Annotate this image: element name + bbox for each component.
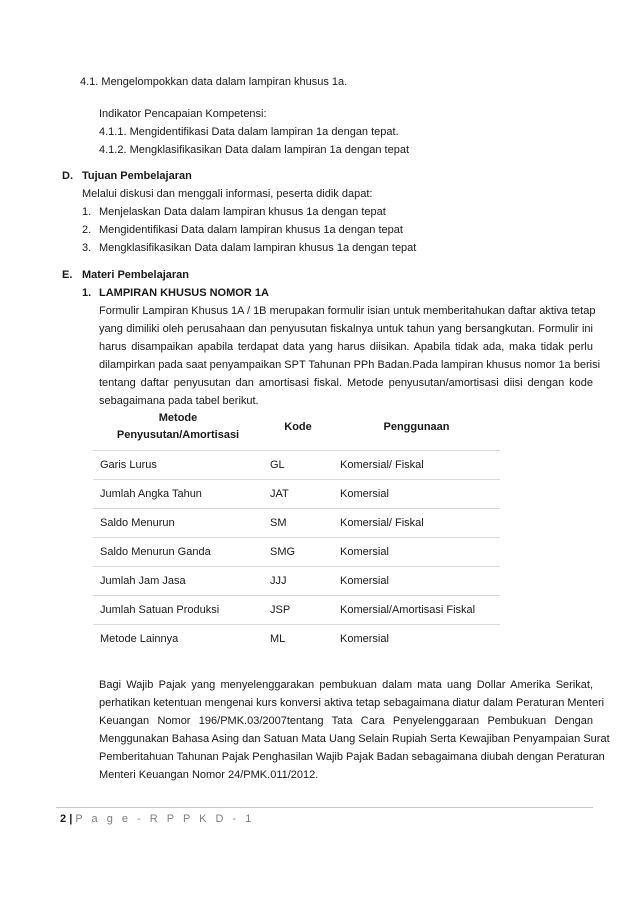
footer-label: P a g e - R P P K D - 1: [75, 813, 255, 825]
cell-code: ML: [270, 633, 286, 645]
header-method-line1: Metode: [158, 412, 198, 424]
list-item-number: 2.: [82, 224, 92, 236]
section-d-marker: D.: [62, 170, 73, 182]
cell-usage: Komersial/ Fiskal: [333, 509, 500, 538]
paragraph-line: Formulir Lampiran Khusus 1A / 1B merupakan formulir isian untuk memberitahukan daftar aktiva tetap: [99, 305, 596, 317]
cell-method: Jumlah Satuan Produksi: [93, 596, 263, 625]
section-d-title: Tujuan Pembelajaran: [82, 170, 192, 182]
cell-code: GL: [263, 451, 333, 480]
cell-usage: Komersial: [333, 538, 500, 567]
table-row: [93, 596, 500, 625]
table-row: [93, 538, 500, 567]
table-row: [93, 567, 500, 596]
page-number: 2: [60, 813, 67, 825]
objective-4-1: 4.1. Mengelompokkan data dalam lampiran khusus 1a.: [80, 76, 348, 88]
table-row: [93, 480, 500, 509]
paragraph-line: perhatikan ketentuan mengenai kurs konversi aktiva tetap sebagaimana diatur dalam Peraturan Menteri: [99, 697, 605, 709]
indicator-item: 4.1.1. Mengidentifikasi Data dalam lampiran 1a dengan tepat.: [99, 126, 399, 138]
table-header-row: [93, 404, 500, 451]
paragraph-line: Bagi Wajib Pajak yang menyelenggarakan pembukuan dalam mata uang Dollar Amerika Serikat,: [99, 679, 593, 691]
list-item-number: 3.: [82, 242, 92, 254]
list-item: Menjelaskan Data dalam lampiran khusus 1a dengan tepat: [99, 206, 386, 218]
list-item: Mengidentifikasi Data dalam lampiran khusus 1a dengan tepat: [99, 224, 403, 236]
page-footer: [60, 813, 254, 825]
list-item-number: 1.: [82, 206, 92, 218]
header-method: [93, 404, 263, 451]
paragraph-line: Menggunakan Bahasa Asing dan Satuan Mata Uang Selain Rupiah Serta Kewajiban Penyampaian Surat: [99, 733, 610, 745]
header-code: Kode: [284, 420, 312, 433]
cell-code: JSP: [263, 596, 333, 625]
cell-usage: Komersial: [333, 480, 500, 509]
cell-usage: Komersial: [340, 633, 389, 645]
subsection-title: LAMPIRAN KHUSUS NOMOR 1A: [99, 287, 269, 299]
cell-method: Jumlah Jam Jasa: [93, 567, 263, 596]
cell-usage: Komersial: [333, 567, 500, 596]
indicator-title: Indikator Pencapaian Kompetensi:: [99, 108, 267, 120]
footer-divider: [56, 807, 593, 808]
depreciation-method-table: [93, 404, 500, 653]
section-e-title: Materi Pembelajaran: [82, 269, 189, 281]
paragraph-line: dilampirkan pada saat penyampaikan SPT Tahunan PPh Badan.Pada lampiran khusus nomor 1a berisi: [99, 359, 601, 371]
paragraph-line: Menteri Keuangan Nomor 24/PMK.011/2012.: [99, 769, 319, 781]
paragraph-line: yang dimiliki oleh perusahaan dan penyusutan fiskalnya untuk tahun yang bersangkutan. Formulir ini: [99, 323, 593, 335]
cell-usage: Komersial/ Fiskal: [333, 451, 500, 480]
paragraph-line: harus disampaikan apabila terdapat data yang harus diisikan. Apabila tidak ada, maka tidak perlu: [99, 341, 593, 353]
indicator-item: 4.1.2. Mengklasifikasikan Data dalam lampiran 1a dengan tepat: [99, 144, 410, 156]
footer-separator: |: [69, 813, 73, 825]
list-item: Mengklasifikasikan Data dalam lampiran khusus 1a dengan tepat: [99, 242, 417, 254]
cell-method: Metode Lainnya: [100, 633, 179, 645]
cell-usage: Komersial/Amortisasi Fiskal: [333, 596, 500, 625]
table-row: [93, 509, 500, 538]
table-row: [93, 451, 500, 480]
section-e-marker: E.: [62, 269, 73, 281]
section-d-intro: Melalui diskusi dan menggali informasi, peserta didik dapat:: [82, 188, 373, 200]
paragraph-line: Keuangan Nomor 196/PMK.03/2007tentang Tata Cara Penyelenggaraan Pembukuan Dengan: [99, 715, 593, 727]
cell-method: Garis Lurus: [93, 451, 263, 480]
table-row: [93, 625, 500, 654]
paragraph-line: Pemberitahuan Tahunan Pajak Penghasilan Wajib Pajak Badan sebagaimana diubah dengan Peraturan: [99, 751, 605, 763]
cell-code: SM: [263, 509, 333, 538]
cell-method: Saldo Menurun: [93, 509, 263, 538]
cell-method: Jumlah Angka Tahun: [93, 480, 263, 509]
header-usage: Penggunaan: [383, 420, 450, 433]
header-method-line2: Penyusutan/Amortisasi: [116, 429, 240, 441]
paragraph-line: tentang daftar penyusutan dan amortisasi fiskal. Metode penyusutan/amortisasi diisi dengan kode: [99, 377, 593, 389]
cell-code: JAT: [263, 480, 333, 509]
cell-code: SMG: [263, 538, 333, 567]
cell-method: Saldo Menurun Ganda: [93, 538, 263, 567]
cell-code: JJJ: [263, 567, 333, 596]
paragraph-line: sebagaimana pada tabel berikut.: [99, 395, 259, 407]
subsection-number: 1.: [82, 287, 92, 299]
